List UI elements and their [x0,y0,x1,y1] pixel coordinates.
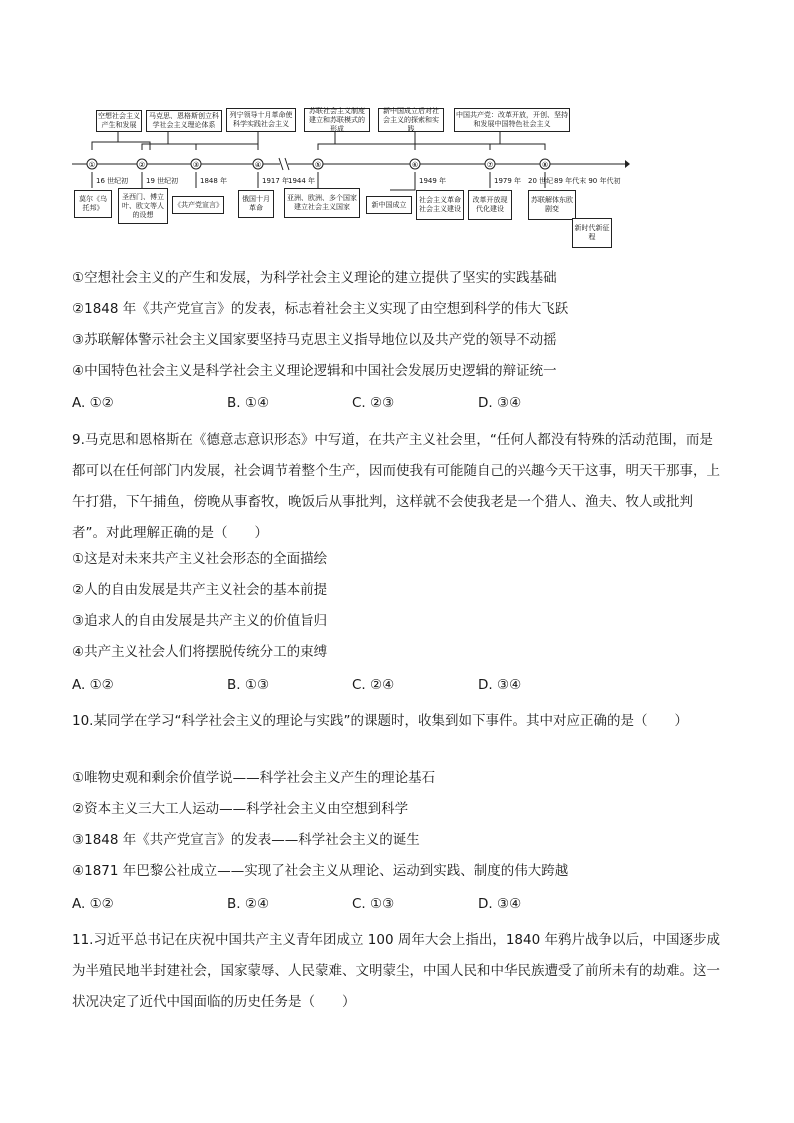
year-label-9: 89 年代末 90 年代初 [554,177,621,185]
bottom-box-5: 亚洲、欧洲、多个国家建立社会主义国家 [284,188,360,218]
q10-statement-4: ④1871 年巴黎公社成立——实现了社会主义从理论、运动到实践、制度的伟大跨越 [72,863,569,879]
q8-option-c[interactable]: C. ②③ [352,395,395,411]
q8-option-b[interactable]: B. ①④ [227,395,270,411]
timeline-diagram [70,100,630,252]
bottom-box-4: 俄国十月革命 [238,190,274,218]
q10-option-a[interactable]: A. ①② [72,896,114,912]
year-label-3: 1848 年 [200,177,228,185]
timeline-node-number: ④ [254,161,262,169]
year-label-4: 1917 年 [262,177,290,185]
bottom-box-10: 新时代新征程 [572,218,612,248]
timeline-node-number: ③ [192,161,200,169]
q9-statement-3: ③追求人的自由发展是共产主义的价值旨归 [72,613,328,629]
q8-option-a[interactable]: A. ①② [72,395,114,411]
top-box-3: 列宁领导十月革命使科学实践社会主义 [226,108,296,132]
q9-statement-2: ②人的自由发展是共产主义社会的基本前提 [72,582,328,598]
timeline-node-number: ⑥ [411,161,419,169]
q9-option-d[interactable]: D. ③④ [478,677,522,693]
top-box-2: 马克思、恩格斯创立科学社会主义理论体系 [146,110,222,132]
q9-statement-4: ④共产主义社会人们将摆脱传统分工的束缚 [72,644,328,660]
q10-statement-1: ①唯物史观和剩余价值学说——科学社会主义产生的理论基石 [72,770,436,786]
q11-stem: 11.习近平总书记在庆祝中国共产主义青年团成立 100 周年大会上指出，1840 年鸦片战争以后，中国逐步成为半殖民地半封建社会，国家蒙辱、人民蒙难、文明蒙尘，中国人民和中华民族遭受了前所未有的劫难。这一状况决定了近代中国面临的历史任务是（ ） [72,932,720,1010]
year-label-2: 19 世纪初 [146,177,179,185]
q10-option-b[interactable]: B. ②④ [227,896,270,912]
timeline-node-number: ⑦ [486,161,494,169]
year-label-5: 1944 年 [288,177,316,185]
timeline-node-number: ② [138,161,146,169]
bottom-box-2: 圣西门、傅立叶、欧文等人的设想 [118,188,168,224]
q8-statement-1: ①空想社会主义的产生和发展，为科学社会主义理论的建立提供了坚实的实践基础 [72,270,557,286]
q8-statement-4: ④中国特色社会主义是科学社会主义理论逻辑和中国社会发展历史逻辑的辩证统一 [72,363,557,379]
q10-options [72,894,722,914]
year-label-1: 16 世纪初 [96,177,129,185]
top-box-1: 空想社会主义产生和发展 [96,110,142,132]
bottom-box-1: 莫尔《乌托邦》 [74,190,112,218]
year-label-8: 20 世纪 [528,177,554,185]
q10-stem: 10.某同学在学习“科学社会主义的理论与实践”的课题时，收集到如下事件。其中对应正确的是（ ） [72,713,688,729]
timeline-node-number: ⑤ [314,161,322,169]
q10-statement-3: ③1848 年《共产党宣言》的发表——科学社会主义的诞生 [72,832,420,848]
bottom-box-3: 《共产党宣言》 [172,196,224,214]
timeline-node-number: ① [88,161,96,169]
q9-options [72,675,722,695]
q9-stem: 9.马克思和恩格斯在《德意志意识形态》中写道，在共产主义社会里，“任何人都没有特殊的活动范围，而是都可以在任何部门内发展，社会调节着整个生产，因而使我有可能随自己的兴趣今天干这事，明天干那事，上午打猎，下午捕鱼，傍晚从事畜牧，晚饭后从事批判，这样就不会使我老是一个猎人、渔夫、牧人或批判者”。对此理解正确的是（ ） [72,432,720,541]
q8-options [72,393,722,413]
bottom-box-7: 社会主义革命社会主义建设 [416,190,464,220]
q8-option-d[interactable]: D. ③④ [478,395,522,411]
bottom-box-8: 改革开放现代化建设 [468,190,512,220]
year-label-6: 1949 年 [419,177,447,185]
q8-statement-3: ③苏联解体警示社会主义国家要坚持马克思主义指导地位以及共产党的领导不动摇 [72,332,557,348]
top-box-6: 中国共产党：改革开放，开创、坚持和发展中国特色社会主义 [454,108,570,132]
q8-statement-2: ②1848 年《共产党宣言》的发表，标志着社会主义实现了由空想到科学的伟大飞跃 [72,301,569,317]
q10-statement-2: ②资本主义三大工人运动——科学社会主义由空想到科学 [72,801,409,817]
q10-option-d[interactable]: D. ③④ [478,896,522,912]
q9-option-a[interactable]: A. ①② [72,677,114,693]
year-label-7: 1979 年 [494,177,522,185]
timeline-node-number: ⑧ [541,161,549,169]
top-box-4: 苏联社会主义制度建立和苏联模式的形成 [304,108,370,132]
q9-statement-1: ①这是对未来共产主义社会形态的全面描绘 [72,551,328,567]
top-box-5: 新中国成立后对社会主义的探索和实践 [378,108,444,132]
bottom-box-9: 苏联解体东欧剧变 [528,190,576,220]
q10-option-c[interactable]: C. ①③ [352,896,395,912]
q9-option-b[interactable]: B. ①③ [227,677,270,693]
bottom-box-6: 新中国成立 [366,196,412,214]
q9-option-c[interactable]: C. ②④ [352,677,395,693]
